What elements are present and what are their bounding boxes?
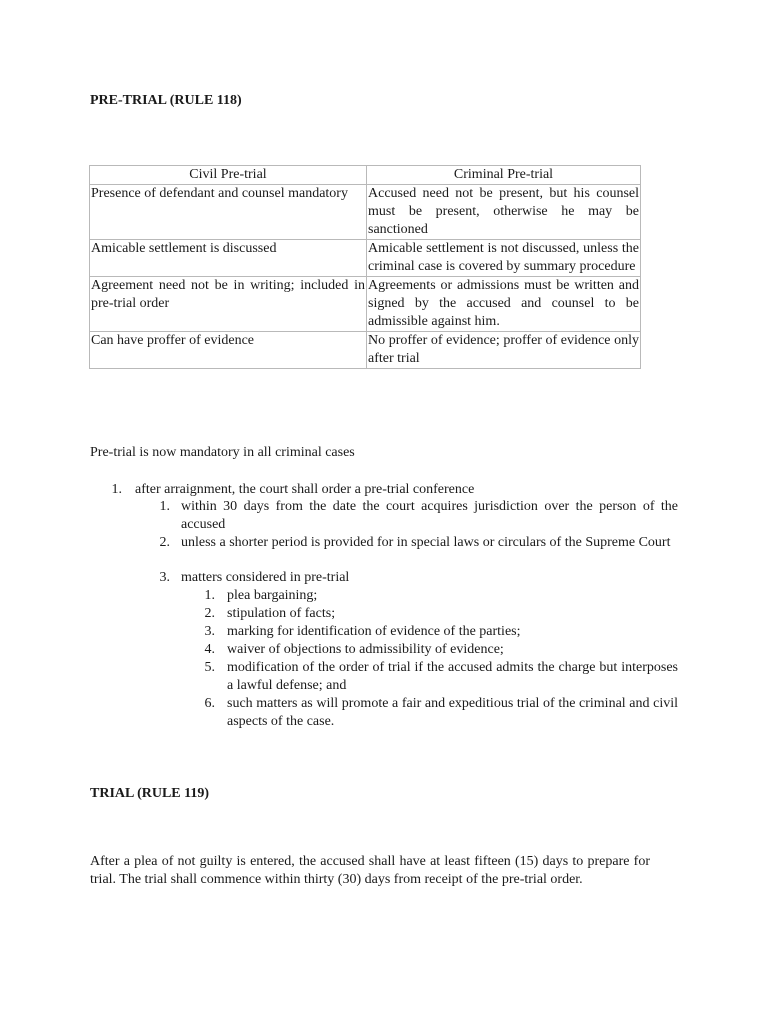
table-cell: Amicable settlement is discussed	[90, 240, 367, 277]
table-cell: Presence of defendant and counsel mandatory	[90, 185, 367, 240]
table-cell: Agreement need not be in writing; included in pre-trial order	[90, 277, 367, 332]
list-item	[0, 641, 768, 659]
list-item	[0, 587, 768, 605]
table-row	[90, 185, 641, 240]
list-text: after arraignment, the court shall order a pre-trial conference	[135, 482, 475, 497]
table-cell: No proffer of evidence; proffer of evidence only after trial	[367, 332, 641, 369]
list-number: 1.	[111, 482, 122, 497]
list-text: stipulation of facts;	[227, 606, 336, 621]
trial-paragraph: After a plea of not guilty is entered, the accused shall have at least fifteen (15) days to prepare for trial. The trial shall commence within thirty (30) days from receipt of the pre-trial order.	[90, 854, 650, 887]
list-item	[0, 659, 768, 695]
comparison-table	[89, 165, 641, 369]
list-text: plea bargaining;	[227, 588, 318, 603]
list-text: such matters as will promote a fair and expeditious trial of the criminal and civil aspects of the case.	[227, 696, 678, 729]
list-item	[0, 569, 768, 587]
list-number: 6.	[204, 696, 215, 711]
table-header-criminal: Criminal Pre-trial	[367, 166, 641, 185]
table-row	[90, 332, 641, 369]
table-cell: Accused need not be present, but his counsel must be present, otherwise he may be sanctioned	[367, 185, 641, 240]
list-text: matters considered in pre-trial	[181, 570, 350, 585]
table-row	[90, 240, 641, 277]
list-item	[0, 695, 768, 731]
list-item	[0, 623, 768, 641]
list-item	[0, 534, 768, 570]
heading-trial: TRIAL (RULE 119)	[90, 786, 210, 801]
list-number: 3.	[159, 570, 170, 585]
table-header-civil: Civil Pre-trial	[90, 166, 367, 185]
list-number: 3.	[204, 624, 215, 639]
list-text: unless a shorter period is provided for in special laws or circulars of the Supreme Court	[181, 535, 671, 550]
list-item	[0, 498, 768, 534]
list-text: modification of the order of trial if the accused admits the charge but interposes a lawful defense; and	[227, 660, 678, 693]
table-cell: Agreements or admissions must be written and signed by the accused and counsel to be admissible against him.	[367, 277, 641, 332]
intro-paragraph: Pre-trial is now mandatory in all criminal cases	[90, 445, 355, 460]
list-text: marking for identification of evidence of the parties;	[227, 624, 521, 639]
list-item	[0, 481, 768, 499]
heading-pre-trial: PRE-TRIAL (RULE 118)	[90, 93, 242, 108]
table-cell: Can have proffer of evidence	[90, 332, 367, 369]
list-number: 4.	[204, 642, 215, 657]
list-text: waiver of objections to admissibility of evidence;	[227, 642, 504, 657]
list-number: 2.	[204, 606, 215, 621]
table-header-row	[90, 166, 641, 185]
table-cell: Amicable settlement is not discussed, unless the criminal case is covered by summary procedure	[367, 240, 641, 277]
list-number: 5.	[204, 660, 215, 675]
list-item	[0, 605, 768, 623]
table-row	[90, 277, 641, 332]
list-text: within 30 days from the date the court acquires jurisdiction over the person of the accused	[181, 499, 678, 532]
list-number: 1.	[204, 588, 215, 603]
list-number: 1.	[159, 499, 170, 514]
list-number: 2.	[159, 535, 170, 550]
